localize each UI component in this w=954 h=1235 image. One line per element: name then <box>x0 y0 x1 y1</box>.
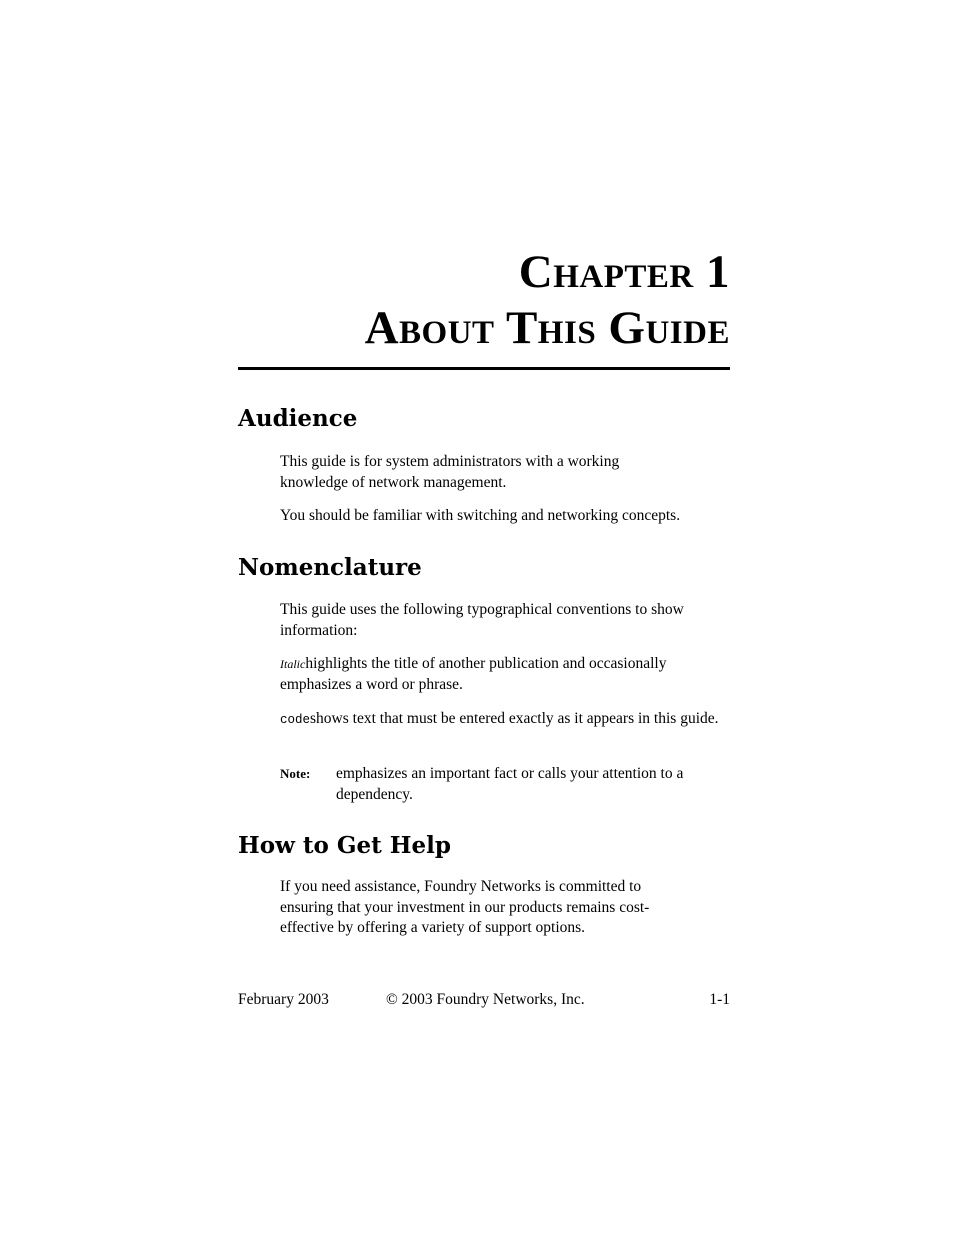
convention-description: highlights the title of another publication and occasionally emphasizes a word or phrase. <box>280 655 667 693</box>
heading-nomenclature: Nomenclature <box>238 554 422 581</box>
convention-term: Italic <box>280 657 306 671</box>
document-page <box>238 0 730 1235</box>
heading-how-to-get-help: How to Get Help <box>238 832 451 859</box>
convention-italic <box>280 654 730 695</box>
convention-description: shows text that must be entered exactly as it appears in this guide. <box>310 710 719 727</box>
chapter-name: About This Guide <box>364 302 730 354</box>
footer-page-number: 1-1 <box>709 991 730 1008</box>
chapter-number: Chapter 1 <box>518 246 730 298</box>
audience-paragraph-1: This guide is for system administrators with a working knowledge of network management. <box>280 453 620 491</box>
heading-audience: Audience <box>238 405 358 432</box>
footer-date: February 2003 <box>238 991 329 1008</box>
convention-description: emphasizes an important fact or calls your attention to a dependency. <box>336 765 684 803</box>
help-paragraph: If you need assistance, Foundry Networks is committed to ensuring that your investment in our products remains cost-effective by offering a variety of support options. <box>280 878 650 936</box>
title-divider <box>238 367 730 370</box>
nomenclature-intro: This guide uses the following typographical conventions to show information: <box>280 601 684 639</box>
chapter-title <box>365 244 730 356</box>
convention-note <box>280 764 730 805</box>
convention-code <box>280 709 730 731</box>
convention-term: code <box>280 713 311 727</box>
footer-copyright: © 2003 Foundry Networks, Inc. <box>386 991 585 1008</box>
audience-paragraph-2: You should be familiar with switching and networking concepts. <box>280 507 681 524</box>
note-label: Note: <box>280 766 311 781</box>
